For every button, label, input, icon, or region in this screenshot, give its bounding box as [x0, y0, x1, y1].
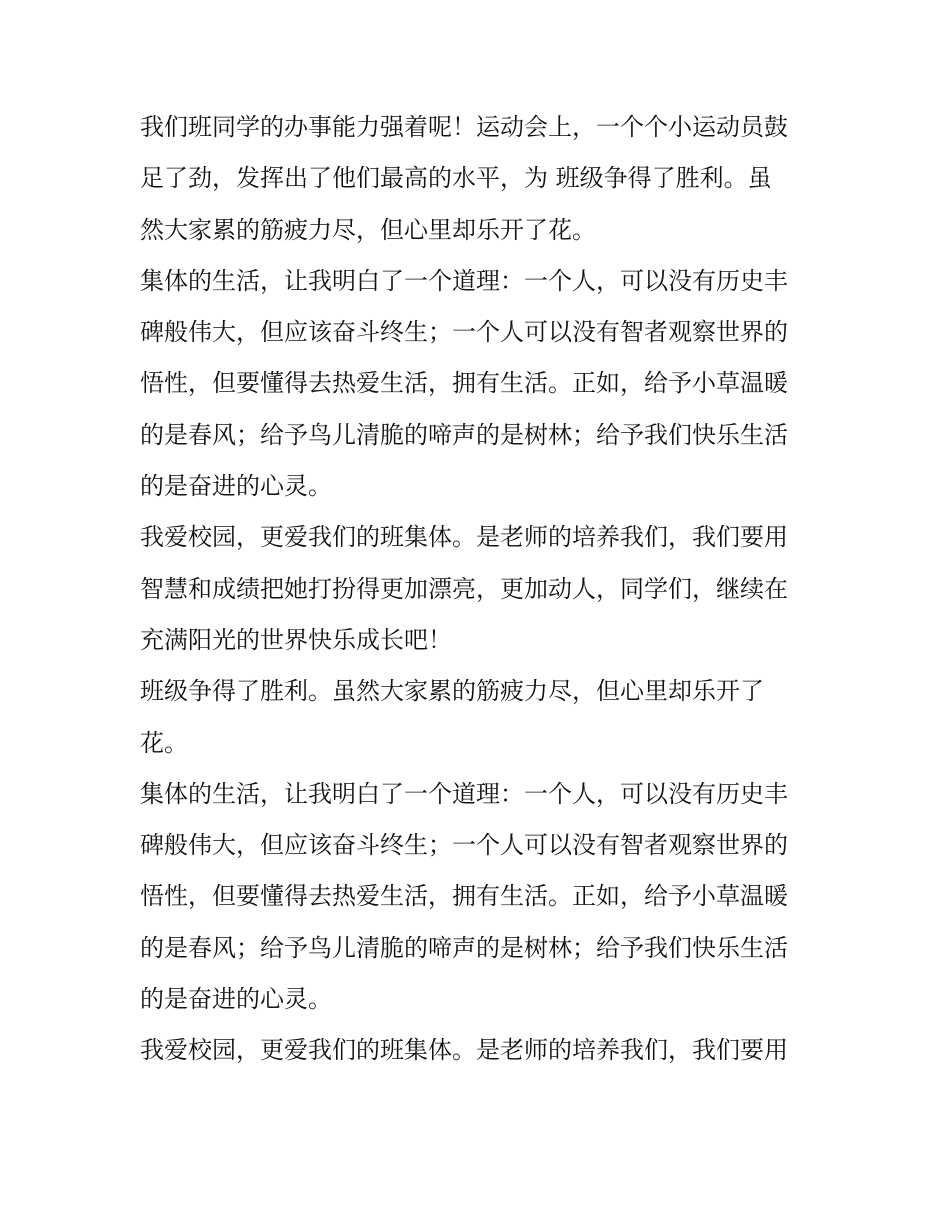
- text-line: 班级争得了胜利。虽然大家累的筋疲力尽，但心里却乐开了: [140, 677, 764, 706]
- text-line: 花。: [140, 728, 188, 757]
- text-line: 的是奋进的心灵。: [140, 985, 332, 1014]
- text-line: 悟性，但要懂得去热爱生活，拥有生活。正如，给予小草温暖: [140, 369, 788, 398]
- text-line: 碑般伟大，但应该奋斗终生；一个人可以没有智者观察世界的: [140, 318, 788, 347]
- text-line: 我爱校园，更爱我们的班集体。是老师的培养我们，我们要用: [140, 523, 788, 552]
- text-line: 然大家累的筋疲力尽，但心里却乐开了花。: [140, 215, 596, 244]
- text-line: 的是春风；给予鸟儿清脆的啼声的是树林；给予我们快乐生活: [140, 933, 788, 962]
- text-line: 我们班同学的办事能力强着呢！运动会上，一个个小运动员鼓: [140, 113, 788, 141]
- text-line: 的是春风；给予鸟儿清脆的啼声的是树林；给予我们快乐生活: [140, 420, 788, 449]
- text-line: 我爱校园，更爱我们的班集体。是老师的培养我们，我们要用: [140, 1036, 788, 1065]
- text-line: 智慧和成绩把她打扮得更加漂亮，更加动人，同学们，继续在: [140, 574, 788, 603]
- text-line: 集体的生活，让我明白了一个道理：一个人，可以没有历史丰: [140, 779, 788, 808]
- text-line: 碑般伟大，但应该奋斗终生；一个人可以没有智者观察世界的: [140, 831, 788, 860]
- text-line: 充满阳光的世界快乐成长吧！: [140, 625, 452, 654]
- text-line: 的是奋进的心灵。: [140, 472, 332, 501]
- text-line: 集体的生活，让我明白了一个道理：一个人，可以没有历史丰: [140, 266, 788, 295]
- document-body: [140, 102, 820, 1077]
- text-line: 悟性，但要懂得去热爱生活，拥有生活。正如，给予小草温暖: [140, 882, 788, 911]
- text-line: 足了劲，发挥出了他们最高的水平，为 班级争得了胜利。虽: [140, 164, 772, 193]
